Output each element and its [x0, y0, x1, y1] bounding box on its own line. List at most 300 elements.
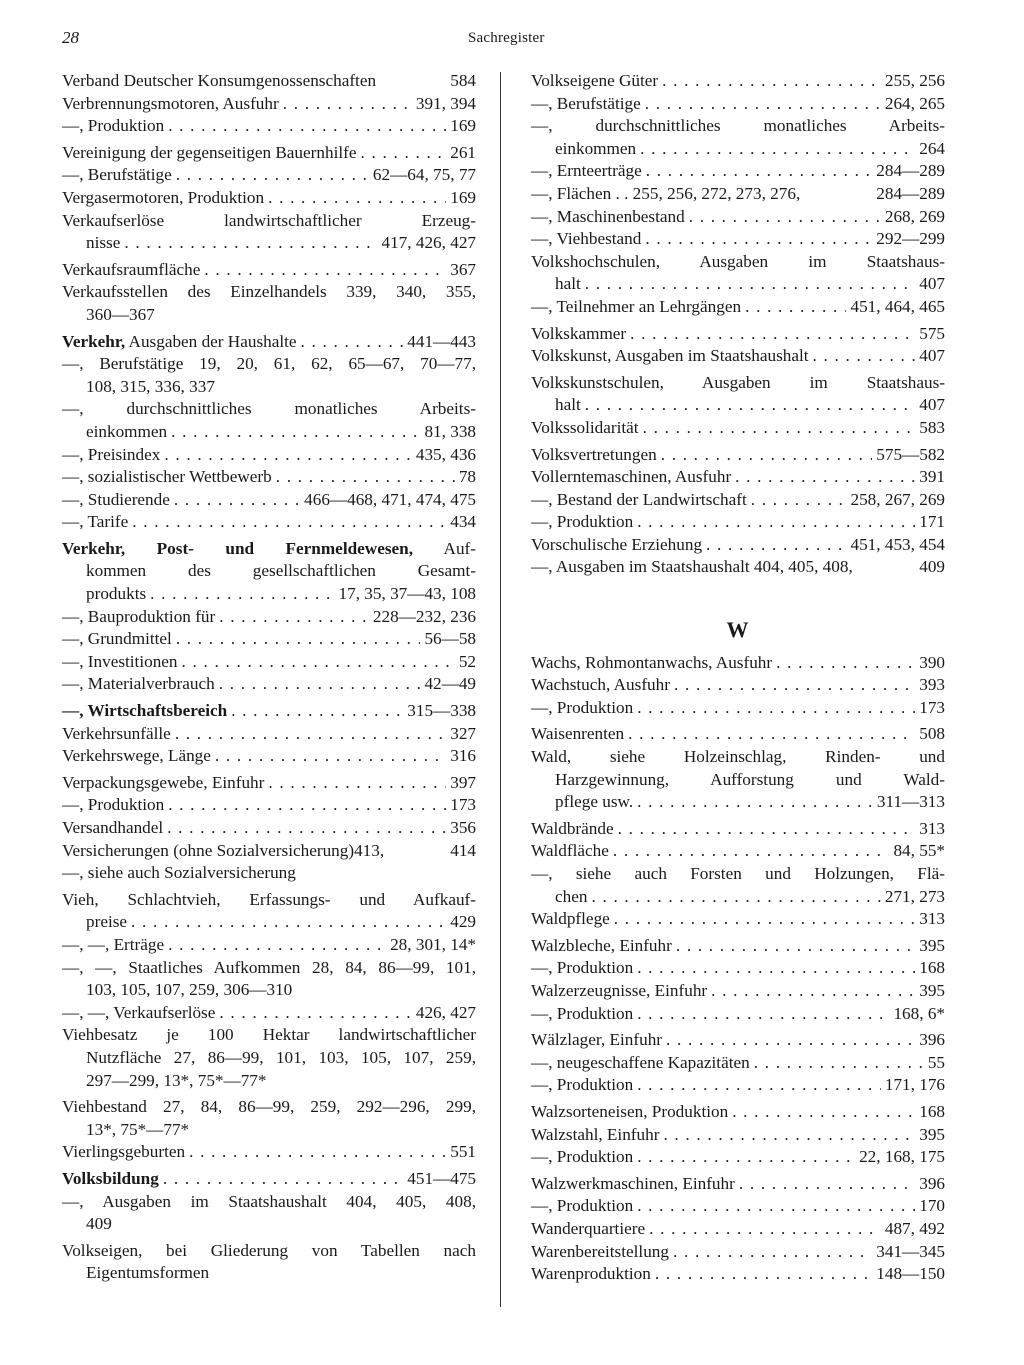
entry-term: Warenproduktion: [531, 1264, 651, 1284]
entry-continuation-line: 297—299, 13*, 75*—77*: [86, 1070, 267, 1090]
entry-row: [531, 1074, 945, 1097]
entry-pages: 508: [919, 724, 945, 744]
entry-term-bold: Verkehr, Post- und Fernmeldewesen,: [62, 538, 413, 558]
index-entry: [531, 1241, 945, 1264]
entry-term: [62, 700, 227, 723]
entry-term: Verkaufsraumfläche: [62, 259, 201, 279]
entry-pages: 391: [919, 467, 945, 487]
entry-term: Vierlingsgeburten: [62, 1142, 186, 1162]
entry-pages: 228—232, 236: [372, 606, 476, 626]
index-entry: [62, 70, 476, 93]
entry-pages: 173: [919, 697, 945, 717]
entry-pages: 409: [919, 557, 945, 577]
index-entry: [531, 534, 945, 557]
section-letter: W: [726, 617, 750, 643]
leader-dots: [591, 886, 880, 909]
entry-row: [531, 444, 945, 467]
entry-pages: 171: [919, 512, 945, 532]
entry-row: [531, 1195, 945, 1218]
entry-term: —, Produktion: [531, 1075, 634, 1095]
entry-term: —, Preisindex: [62, 444, 161, 464]
entry-term: —, —, Verkaufserlöse: [62, 1002, 216, 1022]
leader-dots: [268, 187, 446, 210]
leader-dots: [301, 331, 404, 354]
entry-pages: 429: [450, 912, 476, 932]
leader-dots: [219, 606, 369, 629]
index-entry: [62, 862, 476, 885]
entry-pages: 583: [919, 417, 945, 437]
index-entry: [531, 1146, 945, 1169]
index-entry: [531, 980, 945, 1003]
entry-row: [62, 651, 476, 674]
leader-dots: [637, 1146, 855, 1169]
leader-dots: [637, 791, 873, 814]
entry-term-bold: —, Wirtschaftsbereich: [62, 701, 228, 721]
leader-dots: [732, 1101, 915, 1124]
entry-pages: 170: [919, 1196, 945, 1216]
entry-pages: 171, 176: [884, 1075, 945, 1095]
entry-row: [531, 791, 945, 814]
index-entry: [62, 673, 476, 696]
entry-row: [531, 697, 945, 720]
entry-term: Waldbrände: [531, 818, 614, 838]
index-entry: [531, 556, 945, 579]
entry-term: —, Produktion: [62, 116, 165, 136]
entry-continuation-line: 108, 315, 336, 337: [86, 376, 215, 396]
entry-pages: 395: [919, 980, 945, 1000]
index-entry: [531, 697, 945, 720]
entry-pages: 284—289: [876, 161, 945, 181]
entry-row: [531, 228, 945, 251]
leader-dots: [268, 772, 446, 795]
entry-term: —, sozialistischer Wettbewerb: [62, 467, 272, 487]
entry-head-line: —, Berufstätige 19, 20, 61, 62, 65—67, 70—77,: [62, 354, 476, 374]
entry-row: [62, 745, 476, 768]
entry-row: [531, 1003, 945, 1026]
entry-pages: 255, 256: [884, 71, 945, 90]
index-entry: [531, 228, 945, 251]
entry-row: [62, 583, 476, 606]
entry-term: einkommen: [86, 421, 168, 441]
index-entry: [62, 1168, 476, 1191]
entry-term: —, Produktion: [531, 697, 634, 717]
index-entry: [531, 1218, 945, 1241]
index-entry: [531, 1263, 945, 1286]
entry-head-line: —, siehe auch Forsten und Holzungen, Flä-: [531, 864, 945, 883]
index-entry: [62, 93, 476, 116]
entry-row: [62, 164, 476, 187]
leader-dots: [167, 817, 446, 840]
leader-dots: [628, 723, 915, 746]
index-entry: [62, 840, 476, 863]
entry-row: [62, 1002, 476, 1025]
index-entry: [531, 323, 945, 346]
entry-pages: 341—345: [876, 1241, 945, 1261]
leader-dots: [637, 1003, 889, 1026]
index-entry: [62, 1141, 476, 1164]
leader-dots: [276, 466, 455, 489]
entry-term: —, Berufstätige: [62, 165, 172, 185]
entry-term: —, Teilnehmer an Lehrgängen: [531, 296, 742, 316]
leader-dots: [124, 232, 377, 255]
entry-term: preise: [86, 912, 128, 932]
entry-pages: 435, 436: [415, 444, 476, 464]
entry-pages: 407: [919, 395, 945, 415]
leader-dots: [585, 394, 915, 417]
entry-term: —, Berufstätige: [531, 93, 641, 113]
entry-pages: 395: [919, 935, 945, 955]
entry-term: Vergasermotoren, Produktion: [62, 187, 265, 207]
entry-pages: 367: [450, 259, 476, 279]
entry-term: Versicherungen (ohne Sozialversicherung)413,: [62, 840, 385, 860]
entry-row: [531, 345, 945, 368]
entry-continuation-line: 103, 105, 107, 259, 306—310: [86, 980, 293, 1000]
entry-pages: 292—299: [876, 229, 945, 249]
leader-dots: [689, 206, 881, 229]
entry-term: Warenbereitstellung: [531, 1241, 669, 1261]
entry-row: [531, 1173, 945, 1196]
index-entry: [531, 93, 945, 116]
entry-pages: 148—150: [876, 1264, 945, 1284]
index-entry: [62, 511, 476, 534]
entry-head-line: Verkehr, Post- und Fernmeldewesen, Auf-: [62, 538, 476, 558]
entry-row: [531, 957, 945, 980]
index-entry: [62, 700, 476, 723]
entry-row: [531, 674, 945, 697]
entry-row: [531, 323, 945, 346]
entry-term: —, Investitionen: [62, 651, 178, 671]
entry-pages: 264, 265: [884, 93, 945, 113]
index-entry: [531, 652, 945, 675]
entry-pages: 417, 426, 427: [381, 233, 476, 253]
entry-head-line: Viehbesatz je 100 Hektar landwirtschaftlicher: [62, 1025, 476, 1045]
entry-term: —, Produktion: [531, 1147, 634, 1167]
index-column-right: [531, 70, 945, 1286]
leader-dots: [131, 911, 446, 934]
index-entry: [531, 183, 945, 206]
entry-row: [62, 817, 476, 840]
entry-pages: 393: [919, 675, 945, 695]
entry-pages: 168: [919, 958, 945, 978]
entry-head-line: Verkaufsstellen des Einzelhandels 339, 340, 355,: [62, 282, 476, 302]
entry-pages: 268, 269: [884, 206, 945, 226]
entry-row: [531, 723, 945, 746]
entry-pages: 466—468, 471, 474, 475: [304, 489, 476, 509]
entry-row: [531, 840, 945, 863]
entry-pages: 551: [450, 1142, 476, 1162]
entry-row: [531, 466, 945, 489]
entry-row: [62, 232, 476, 255]
leader-dots: [649, 1218, 881, 1241]
entry-row: [62, 772, 476, 795]
index-entry: [62, 538, 476, 606]
entry-row: [62, 444, 476, 467]
entry-row: [62, 142, 476, 165]
leader-dots: [360, 142, 446, 165]
entry-row: [531, 160, 945, 183]
leader-dots: [645, 228, 872, 251]
running-head: Sachregister: [468, 30, 545, 46]
leader-dots: [637, 697, 915, 720]
leader-dots: [163, 1168, 403, 1191]
entry-term: —, Flächen . . 255, 256, 272, 273, 276,: [531, 183, 801, 203]
entry-head-line: Wald, siehe Holzeinschlag, Rinden- und: [531, 747, 945, 767]
leader-dots: [739, 1173, 915, 1196]
leader-dots: [676, 935, 915, 958]
leader-dots: [637, 957, 915, 980]
entry-pages: 434: [450, 512, 476, 532]
entry-pages: 397: [450, 772, 476, 792]
index-entry: [531, 160, 945, 183]
entry-row: [62, 511, 476, 534]
index-entry: [62, 957, 476, 1002]
entry-row: [531, 1052, 945, 1075]
leader-dots: [614, 908, 915, 931]
entry-term: produkts: [86, 584, 147, 604]
entry-pages: 316: [450, 746, 476, 766]
entry-term: Walzstahl, Einfuhr: [531, 1124, 660, 1144]
entry-pages: 414: [450, 840, 476, 860]
entry-pages: 487, 492: [884, 1218, 945, 1238]
entry-row: [531, 417, 945, 440]
index-entry: [62, 353, 476, 398]
entry-row: [531, 138, 945, 161]
entry-term: —, Viehbestand: [531, 229, 642, 249]
entry-row: [62, 421, 476, 444]
entry-pages: 575—582: [876, 444, 945, 464]
entry-head-line: —, durchschnittliches monatliches Arbeits-: [62, 399, 476, 419]
entry-term: Versandhandel: [62, 818, 164, 837]
entry-row: [531, 556, 945, 579]
entry-term: Waldpflege: [531, 909, 610, 929]
leader-dots: [168, 794, 446, 817]
entry-pages: 396: [919, 1173, 945, 1193]
entry-pages: 407: [919, 274, 945, 294]
leader-dots: [585, 273, 915, 296]
entry-term: einkommen: [555, 138, 637, 158]
entry-continuation-line: 409: [86, 1214, 112, 1234]
entry-term: Wachs, Rohmontanwachs, Ausfuhr: [531, 652, 773, 672]
column-divider: [500, 72, 501, 1307]
entry-term: Volkskunst, Ausgaben im Staatshaushalt: [531, 346, 809, 366]
entry-continuation-line: 13*, 75*—77*: [86, 1119, 190, 1139]
index-entry: [531, 1101, 945, 1124]
entry-row: [62, 93, 476, 116]
entry-row: [62, 187, 476, 210]
index-entry: [62, 934, 476, 957]
entry-row: [531, 886, 945, 909]
index-entry: [531, 863, 945, 908]
leader-dots: [745, 296, 846, 319]
leader-dots: [754, 1052, 924, 1075]
index-entry: [62, 164, 476, 187]
index-entry: [62, 817, 476, 840]
leader-dots: [637, 1195, 915, 1218]
entry-term: Volkseigene Güter: [531, 71, 659, 90]
leader-dots: [215, 745, 446, 768]
entry-row: [531, 908, 945, 931]
entry-pages: 407: [919, 346, 945, 366]
entry-term: —, Produktion: [531, 958, 634, 978]
entry-pages: 271, 273: [884, 886, 945, 906]
index-entry: [531, 345, 945, 368]
entry-row: [62, 628, 476, 651]
entry-row: [531, 980, 945, 1003]
index-entry: [531, 206, 945, 229]
index-entry: [62, 1002, 476, 1025]
entry-row: [531, 511, 945, 534]
entry-pages: 391, 394: [415, 93, 476, 113]
entry-continuation-line: Harzgewinnung, Aufforstung und Wald-: [555, 769, 945, 789]
index-entry: [62, 889, 476, 934]
leader-dots: [175, 723, 446, 746]
entry-pages: 173: [450, 795, 476, 815]
index-entry: [531, 746, 945, 814]
entry-pages: 22, 168, 175: [859, 1147, 945, 1167]
leader-dots: [182, 651, 455, 674]
leader-dots: [164, 444, 412, 467]
entry-pages: 52: [458, 651, 476, 671]
entry-row: [62, 115, 476, 138]
entry-term: Wachstuch, Ausfuhr: [531, 675, 670, 695]
index-entry: [62, 115, 476, 138]
index-entry: [62, 745, 476, 768]
leader-dots: [666, 1029, 915, 1052]
leader-dots: [645, 93, 881, 116]
entry-pages: 327: [450, 723, 476, 743]
leader-dots: [176, 164, 369, 187]
page-number: 28: [62, 28, 79, 47]
leader-dots: [674, 674, 915, 697]
entry-continuation-line: 360—367: [86, 304, 155, 324]
entry-head-line: Volkshochschulen, Ausgaben im Staatshaus-: [531, 251, 945, 271]
index-entry: [62, 331, 476, 354]
index-entry: [62, 794, 476, 817]
entry-term: —, siehe auch Sozialversicherung: [62, 863, 296, 883]
index-entry: [531, 1124, 945, 1147]
entry-row: [531, 70, 945, 93]
entry-row: [62, 794, 476, 817]
entry-term: —, Bestand der Landwirtschaft: [531, 489, 747, 509]
leader-dots: [706, 534, 846, 557]
entry-head-line: —, Ausgaben im Staatshaushalt 404, 405, 408,: [62, 1191, 476, 1211]
entry-row: [531, 1241, 945, 1264]
entry-pages: 168, 6*: [893, 1003, 945, 1023]
entry-term: —, Ausgaben im Staatshaushalt 404, 405, 408,: [531, 557, 853, 577]
entry-term: Waldfläche: [531, 841, 609, 861]
entry-row: [531, 1218, 945, 1241]
leader-dots: [776, 652, 915, 675]
entry-pages: 390: [919, 652, 945, 672]
entry-term: —, Produktion: [62, 795, 165, 815]
index-entry: [531, 1029, 945, 1052]
entry-term: Walzwerkmaschinen, Einfuhr: [531, 1173, 735, 1193]
leader-dots: [735, 466, 915, 489]
entry-pages: 315—338: [407, 701, 476, 721]
entry-pages: 311—313: [876, 792, 945, 812]
entry-row: [531, 1124, 945, 1147]
entry-continuation-line: kommen des gesellschaftlichen Gesamt-: [86, 561, 476, 581]
leader-dots: [231, 700, 403, 723]
entry-pages: 56—58: [424, 629, 476, 649]
entry-pages: 396: [919, 1030, 945, 1050]
entry-term: —, Maschinenbestand: [531, 206, 685, 226]
index-entry: [62, 1024, 476, 1092]
index-entry: [531, 1195, 945, 1218]
entry-pages: 451—475: [407, 1168, 476, 1188]
entry-row: [62, 259, 476, 282]
leader-dots: [813, 345, 916, 368]
leader-dots: [640, 138, 915, 161]
index-entry: [62, 1191, 476, 1236]
leader-dots: [630, 323, 915, 346]
leader-dots: [655, 1263, 872, 1286]
index-entry: [531, 444, 945, 467]
leader-dots: [204, 259, 446, 282]
entry-term-bold: Verkehr,: [62, 331, 126, 351]
entry-pages: 168: [919, 1101, 945, 1121]
index-entry: [62, 444, 476, 467]
entry-pages: 258, 267, 269: [850, 489, 945, 509]
index-entry: [531, 935, 945, 958]
index-entry: [62, 398, 476, 443]
entry-row: [62, 723, 476, 746]
entry-term: Wanderquartiere: [531, 1218, 646, 1238]
index-group-v: [531, 70, 945, 579]
leader-dots: [283, 93, 412, 116]
entry-row: [62, 673, 476, 696]
entry-row: [62, 466, 476, 489]
leader-dots: [171, 421, 420, 444]
entry-head-line: —, durchschnittliches monatliches Arbeits-: [531, 116, 945, 136]
entry-pages: 451, 464, 465: [850, 296, 945, 316]
entry-row: [62, 700, 476, 723]
entry-row: [531, 652, 945, 675]
entry-pages: 451, 453, 454: [850, 534, 945, 554]
entry-term: Verband Deutscher Konsumgenossenschaften: [62, 71, 377, 90]
entry-term: —, neugeschaffene Kapazitäten: [531, 1052, 750, 1072]
index-entry: [62, 187, 476, 210]
entry-term: Verkehrswege, Länge: [62, 746, 211, 766]
leader-dots: [751, 489, 847, 512]
entry-pages: 313: [919, 818, 945, 838]
entry-row: [531, 296, 945, 319]
leader-dots: [613, 840, 890, 863]
entry-pages: 17, 35, 37—43, 108: [338, 584, 476, 604]
index-entry: [62, 772, 476, 795]
entry-term: Verbrennungsmotoren, Ausfuhr: [62, 93, 279, 113]
entry-term: —, Studierende: [62, 489, 170, 509]
entry-row: [531, 273, 945, 296]
entry-term: chen: [555, 886, 588, 906]
entry-pages: 169: [450, 187, 476, 207]
entry-term: nisse: [86, 233, 121, 253]
entry-row: [62, 606, 476, 629]
index-column-left: [62, 70, 476, 1285]
index-entry: [62, 142, 476, 165]
entry-term: Verkehr, Ausgaben der Haushalte: [62, 331, 297, 351]
entry-head-line: Volkseigen, bei Gliederung von Tabellen nach: [62, 1240, 476, 1260]
entry-row: [531, 1029, 945, 1052]
leader-dots: [661, 444, 873, 467]
entry-row: [62, 840, 476, 863]
entry-pages: 584: [450, 71, 476, 90]
leader-dots: [219, 673, 421, 696]
leader-dots: [637, 511, 915, 534]
entry-head-line: Vieh, Schlachtvieh, Erfassungs- und Aufkauf-: [62, 889, 476, 909]
index-entry: [531, 251, 945, 296]
index-entry: [531, 489, 945, 512]
